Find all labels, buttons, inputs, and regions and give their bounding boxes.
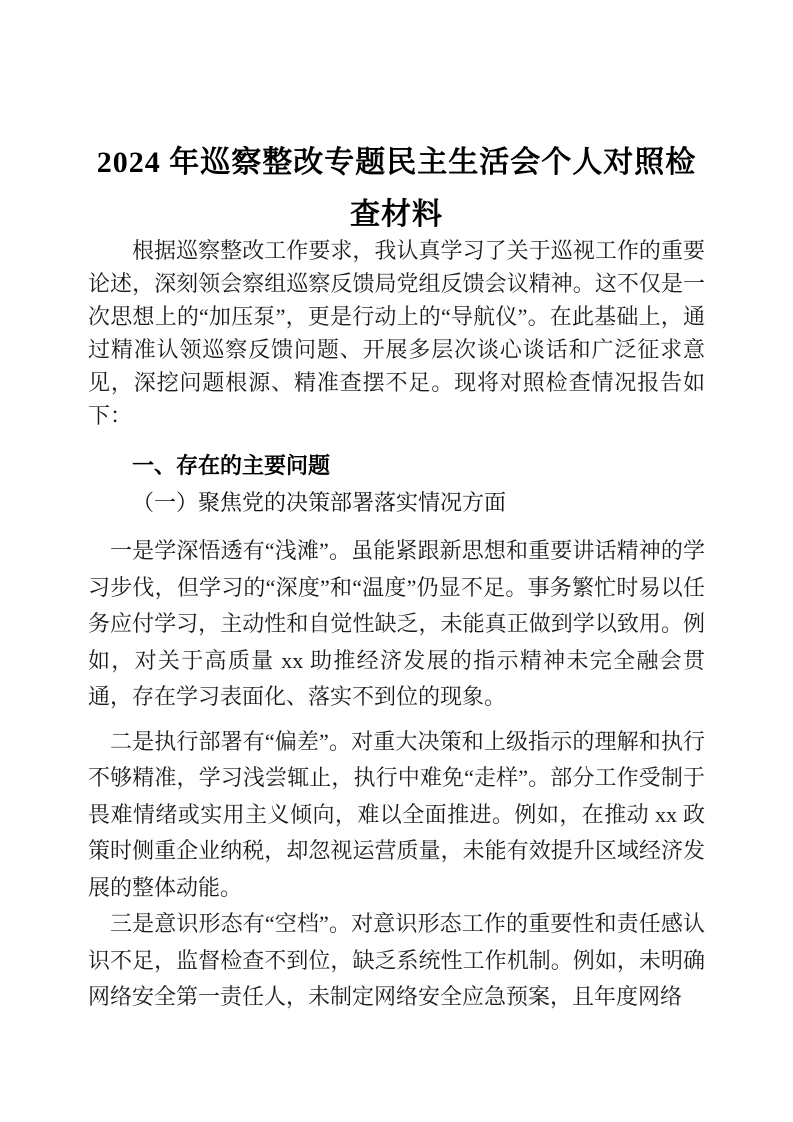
issue-item-3: 三是意识形态有“空档”。对意识形态工作的重要性和责任感认识不足，监督检查不到位，缺乏系统性工作机制。例如，未明确网络安全第一责任人，未制定网络安全应急预案，且年度网络 [88, 911, 706, 1009]
document-title [88, 137, 705, 241]
document-title-line-1: 2024 年巡察整改专题民主生活会个人对照检 [96, 146, 697, 179]
subsection-heading-decision-implementation: （一）聚焦党的决策部署落实情况方面 [132, 490, 507, 515]
intro-paragraph: 根据巡察整改工作要求，我认真学习了关于巡视工作的重要论述，深刻领会察组巡察反馈局党组反馈会议精神。这不仅是一次思想上的“加压泵”，更是行动上的“导航仪”。在此基础上，通过精准认领巡察反馈问题、开展多层次谈心谈话和广泛征求意见，深挖问题根源、精准查摆不足。现将对照检查情况报告如下： [88, 238, 705, 428]
section-heading-main-problems: 一、存在的主要问题 [132, 453, 331, 478]
issue-item-2: 二是执行部署有“偏差”。对重大决策和上级指示的理解和执行不够精准，学习浅尝辄止，执行中难免“走样”。部分工作受制于畏难情绪或实用主义倾向，难以全面推进。例如，在推动 xx 政策时侧重企业纳税，却忽视运营质量，未能有效提升区域经济发展的整体动能。 [88, 728, 706, 900]
issue-item-1: 一是学深悟透有“浅滩”。虽能紧跟新思想和重要讲话精神的学习步伐，但学习的“深度”和“温度”仍显不足。事务繁忙时易以任务应付学习，主动性和自觉性缺乏，未能真正做到学以致用。例如，对关于高质量 xx 助推经济发展的指示精神未完全融会贯通，存在学习表面化、落实不到位的现象。 [88, 538, 706, 709]
document-title-line-2: 查材料 [350, 198, 443, 231]
